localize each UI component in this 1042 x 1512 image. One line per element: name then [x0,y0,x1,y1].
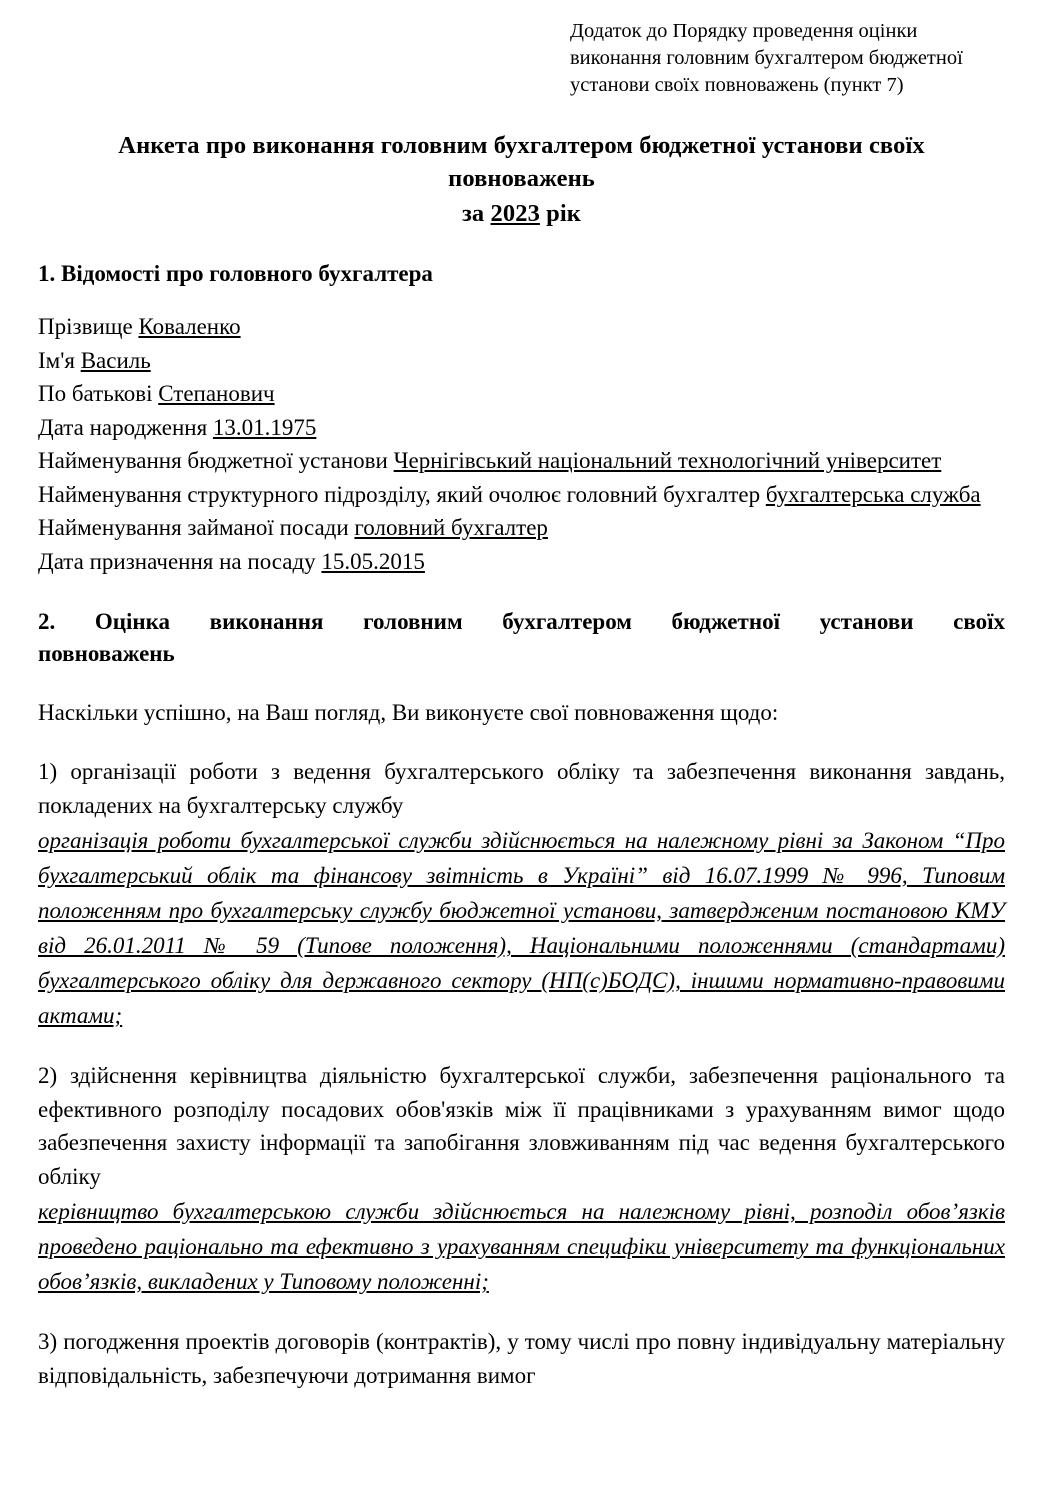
field-position [38,511,1005,545]
field-institution-value: Чернігівський національний технологічний університет [393,448,942,473]
field-birth-date [38,411,1005,445]
page-title [38,129,1005,230]
page-title-line-2: повноважень [448,165,595,192]
report-year: 2023 [490,200,540,227]
section-2-heading [38,606,1005,670]
section-2-heading-line-1: 2. Оцінка виконання головним бухгалтером бюджетної установи своїх [38,609,1005,634]
question-item-1 [38,755,1005,1033]
section-1-fields [38,310,1005,578]
field-patronymic-value: Степанович [158,381,275,406]
question-item-1-text: 1) організації роботи з ведення бухгалтерського обліку та забезпечення виконання завдань, покладених на бухгалтерську службу [38,759,1005,818]
field-firstname-value: Василь [80,347,151,373]
question-item-2 [38,1059,1005,1299]
field-surname-value: Коваленко [138,314,241,339]
question-item-2-text: 2) здійснення керівництва діяльністю бухгалтерської служби, забезпечення раціонального та ефективного розподілу посадових обов'язків між її працівниками з урахуванням вимог щодо забезпечення захисту інформації та запобігання зловживанням під час ведення бухгалтерського обліку [38,1063,1005,1189]
field-birth-date-value: 13.01.1975 [212,414,317,440]
field-birth-date-label: Дата народження [38,414,213,440]
field-appointment-date-value: 15.05.2015 [321,548,425,574]
field-patronymic [38,377,1005,411]
section-2-heading-line-2: повноважень [38,641,175,666]
field-department-value: бухгалтерська служба [765,481,981,507]
field-surname [38,310,1005,344]
field-surname-label: Прізвище [38,314,139,339]
section-1-heading: 1. Відомості про головного бухгалтера [38,261,433,286]
header-line-1: Додаток до Порядку проведення оцінки [570,20,918,42]
year-prefix: за [461,200,491,227]
page-title-year-line [38,197,1005,230]
section-2-lead-text: Наскільки успішно, на Ваш погляд, Ви виконуєте свої повноваження щодо: [38,700,779,725]
field-institution [38,444,1005,478]
page-title-line-1: Анкета про виконання головним бухгалтером бюджетної установи своїх [118,132,925,159]
field-department-label: Найменування структурного підрозділу, який очолює головний бухгалтер [38,481,766,507]
field-appointment-date [38,545,1005,579]
year-suffix: рік [539,200,581,227]
question-item-3 [38,1325,1005,1392]
answer-item-2-text: керівництво бухгалтерською служби здійснюється на належному рівні, розподіл обов’язків проведено раціонально та ефективно з урахуванням специфіки університету та функціональних обов’язків, викладених у Типовому положенні; [38,1199,1005,1294]
field-firstname-label: Ім'я [38,347,81,373]
field-patronymic-label: По батькові [38,381,159,406]
header-line-2: виконання головним бухгалтером бюджетної [570,47,963,69]
field-institution-label: Найменування бюджетної установи [38,448,394,473]
document-reference-header [570,18,990,99]
field-firstname [38,344,1005,378]
field-appointment-date-label: Дата призначення на посаду [38,548,322,574]
header-line-3: установи своїх повноважень (пункт 7) [570,74,904,96]
question-item-3-text: 3) погодження проектів договорів (контрактів), у тому числі про повну індивідуальну матеріальну відповідальність, забезпечуючи дотримання вимог [38,1329,1005,1388]
field-position-label: Найменування займаної посади [38,515,355,540]
field-position-value: головний бухгалтер [354,515,548,540]
field-department [38,478,1005,512]
answer-item-1-text: організація роботи бухгалтерської служби здійснюється на належному рівні за Законом “Про бухгалтерський облік та фінансову звітність в Україні” від 16.07.1999 № 996, Типовим положенням про бухгалтерську службу бюджетної установи, затвердженим постановою КМУ від 26.01.2011 № 59 (Типове положення), Національними положеннями (стандартами) бухгалтерського обліку для державного сектору (НП(с)БОДС), іншими нормативно-правовими актами; [38,828,1005,1028]
